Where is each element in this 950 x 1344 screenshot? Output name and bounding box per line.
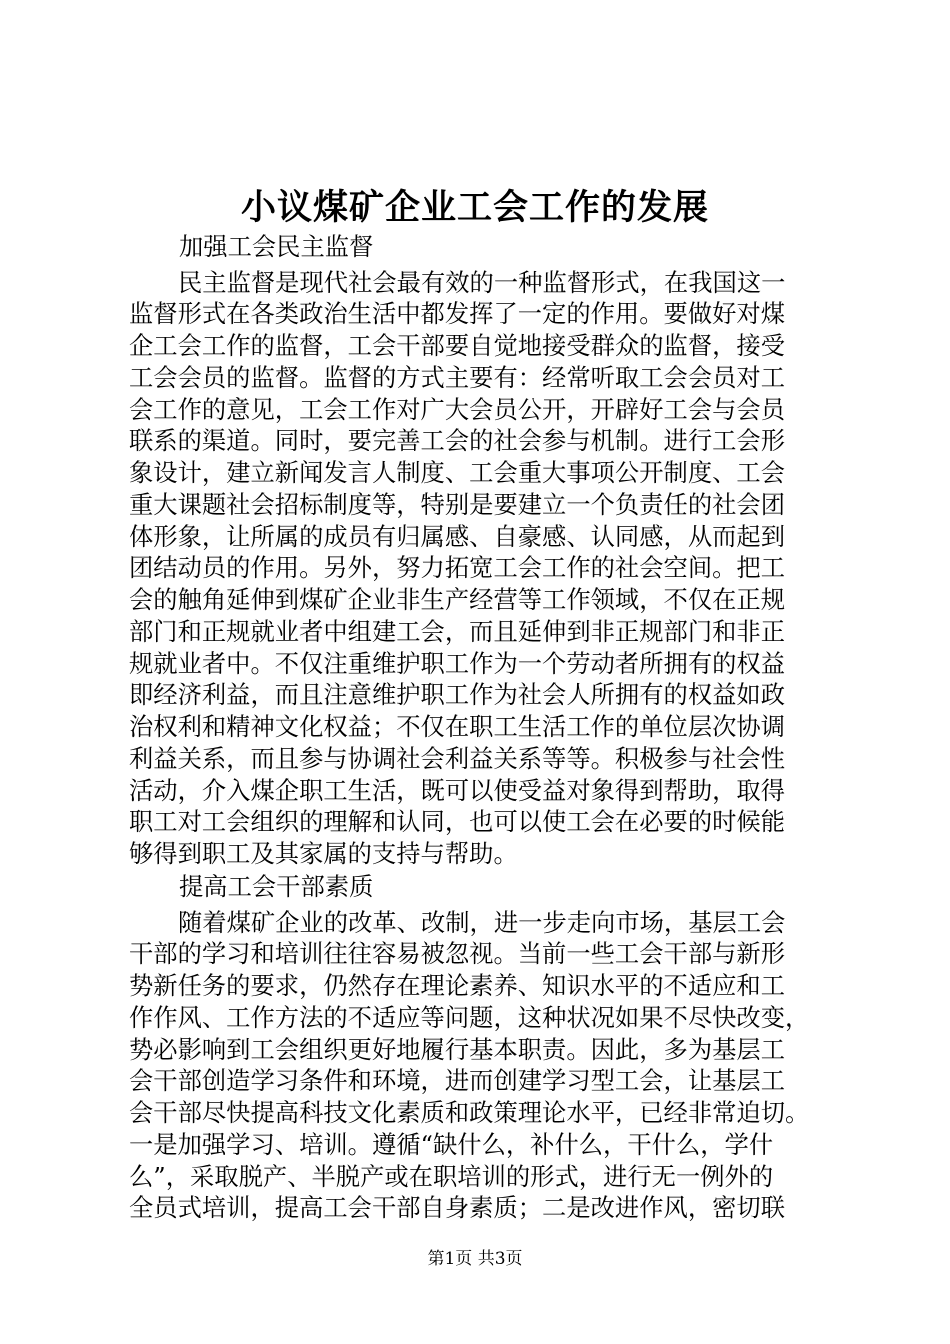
- paragraph-line: 会干部尽快提高科技文化素质和政策理论水平，已经非常迫切。: [129, 1098, 810, 1127]
- paragraph-line: 会的触角延伸到煤矿企业非生产经营等工作领域，不仅在正规: [129, 585, 786, 614]
- paragraph-line: 够得到职工及其家属的支持与帮助。: [129, 839, 518, 868]
- paragraph-line: 团结动员的作用。另外，努力拓宽工会工作的社会空间。把工: [129, 553, 786, 582]
- paragraph-line: 作作风、工作方法的不适应等问题，这种状况如果不尽快改变，: [129, 1003, 810, 1032]
- paragraph-line: 一是加强学习、培训。遵循“缺什么，补什么，干什么，学什: [129, 1130, 774, 1159]
- paragraph-line: 全员式培训，提高工会干部自身素质；二是改进作风，密切联: [129, 1193, 786, 1222]
- paragraph-line: 体形象，让所属的成员有归属感、自豪感、认同感，从而起到: [129, 522, 786, 551]
- paragraph-line: 企工会工作的监督，工会干部要自觉地接受群众的监督，接受: [129, 331, 786, 360]
- paragraph-line: 重大课题社会招标制度等，特别是要建立一个负责任的社会团: [129, 490, 786, 519]
- document-title: 小议煤矿企业工会工作的发展: [240, 187, 709, 228]
- paragraph-line: 工会会员的监督。监督的方式主要有：经常听取工会会员对工: [129, 363, 786, 392]
- paragraph-line: 象设计，建立新闻发言人制度、工会重大事项公开制度、工会: [129, 458, 786, 487]
- paragraph-line: 势必影响到工会组织更好地履行基本职责。因此，多为基层工: [129, 1035, 786, 1064]
- paragraph-line: 活动，介入煤企职工生活，既可以使受益对象得到帮助，取得: [129, 776, 786, 805]
- paragraph-line: 会干部创造学习条件和环境，进而创建学习型工会，让基层工: [129, 1066, 786, 1095]
- paragraph-line: 部门和正规就业者中组建工会，而且延伸到非正规部门和非正: [129, 617, 786, 646]
- paragraph-line: 会工作的意见，工会工作对广大会员公开，开辟好工会与会员: [129, 395, 786, 424]
- paragraph-line: 民主监督是现代社会最有效的一种监督形式，在我国这一: [178, 268, 786, 297]
- paragraph-line: 治权利和精神文化权益；不仅在职工生活工作的单位层次协调: [129, 712, 786, 741]
- section-heading: 提高工会干部素质: [179, 872, 374, 901]
- paragraph-line: 势新任务的要求，仍然存在理论素养、知识水平的不适应和工: [129, 971, 786, 1000]
- paragraph-line: 么”，采取脱产、半脱产或在职培训的形式，进行无一例外的: [129, 1162, 774, 1191]
- page-number-footer: 第1页 共3页: [427, 1249, 523, 1269]
- paragraph-line: 即经济利益，而且注意维护职工作为社会人所拥有的权益如政: [129, 680, 786, 709]
- paragraph-line: 联系的渠道。同时，要完善工会的社会参与机制。进行工会形: [129, 426, 786, 455]
- paragraph-line: 利益关系，而且参与协调社会利益关系等等。积极参与社会性: [129, 744, 786, 773]
- paragraph-line: 规就业者中。不仅注重维护职工作为一个劳动者所拥有的权益: [129, 649, 786, 678]
- paragraph-line: 监督形式在各类政治生活中都发挥了一定的作用。要做好对煤: [129, 299, 786, 328]
- section-heading: 加强工会民主监督: [179, 232, 374, 261]
- paragraph-line: 干部的学习和培训往往容易被忽视。当前一些工会干部与新形: [129, 939, 786, 968]
- paragraph-line: 职工对工会组织的理解和认同，也可以使工会在必要的时候能: [129, 807, 786, 836]
- paragraph-line: 随着煤矿企业的改革、改制，进一步走向市场，基层工会: [178, 908, 786, 937]
